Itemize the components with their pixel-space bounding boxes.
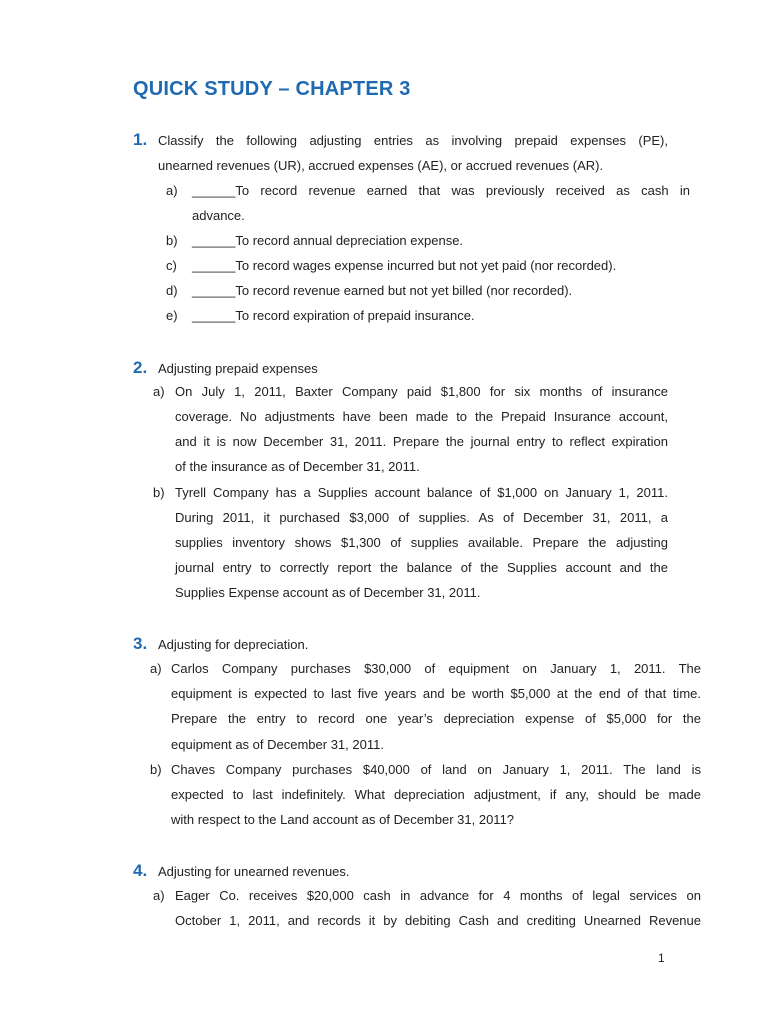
list-marker: c) bbox=[166, 258, 177, 273]
question-4-number: 4. bbox=[133, 861, 148, 880]
list-item-line: supplies inventory shows $1,300 of supplies available. Prepare the adjusting bbox=[175, 535, 668, 550]
question-1-text-line: Classify the following adjusting entries as involving prepaid expenses (PE), bbox=[158, 133, 668, 148]
list-item-line: Carlos Company purchases $30,000 of equipment on January 1, 2011. The bbox=[171, 661, 701, 676]
list-item-line: ______To record expiration of prepaid insurance. bbox=[192, 308, 475, 323]
question-2-number: 2. bbox=[133, 358, 148, 377]
question-2-heading: Adjusting prepaid expenses bbox=[158, 361, 318, 376]
list-item-line: Tyrell Company has a Supplies account balance of $1,000 on January 1, 2011. bbox=[175, 485, 668, 500]
list-marker: a) bbox=[153, 384, 165, 399]
list-item-line: ______To record wages expense incurred but not yet paid (nor recorded). bbox=[192, 258, 617, 273]
page-title: QUICK STUDY – CHAPTER 3 bbox=[133, 78, 411, 100]
list-marker: a) bbox=[166, 183, 178, 198]
question-1-text-line: unearned revenues (UR), accrued expenses (AE), or accrued revenues (AR). bbox=[158, 158, 604, 173]
list-marker: e) bbox=[166, 308, 178, 323]
list-item-line: with respect to the Land account as of December 31, 2011? bbox=[171, 812, 515, 827]
list-item-line: During 2011, it purchased $3,000 of supplies. As of December 31, 2011, a bbox=[175, 510, 668, 525]
list-item-line: ______To record revenue earned that was previously received as cash in bbox=[192, 183, 690, 198]
page-number: 1 bbox=[658, 951, 665, 965]
list-marker: b) bbox=[166, 233, 178, 248]
list-item-line: journal entry to correctly report the balance of the Supplies account and the bbox=[175, 560, 668, 575]
list-item-line: coverage. No adjustments have been made to the Prepaid Insurance account, bbox=[175, 409, 668, 424]
list-item-line: expected to last indefinitely. What depreciation adjustment, if any, should be made bbox=[171, 787, 701, 802]
list-item-line: Chaves Company purchases $40,000 of land on January 1, 2011. The land is bbox=[171, 762, 701, 777]
list-item-line: Supplies Expense account as of December 31, 2011. bbox=[175, 585, 481, 600]
list-marker: a) bbox=[153, 888, 165, 903]
list-item-line: Prepare the entry to record one year’s depreciation expense of $5,000 for the bbox=[171, 711, 701, 726]
list-marker: a) bbox=[150, 661, 162, 676]
list-item-line: Eager Co. receives $20,000 cash in advance for 4 months of legal services on bbox=[175, 888, 701, 903]
list-item-line: of the insurance as of December 31, 2011. bbox=[175, 459, 420, 474]
list-item-line: advance. bbox=[192, 208, 245, 223]
list-item-line: and it is now December 31, 2011. Prepare the journal entry to reflect expiration bbox=[175, 434, 668, 449]
question-3-number: 3. bbox=[133, 634, 148, 653]
list-item-line: On July 1, 2011, Baxter Company paid $1,800 for six months of insurance bbox=[175, 384, 668, 399]
list-marker: d) bbox=[166, 283, 178, 298]
question-4-heading: Adjusting for unearned revenues. bbox=[158, 864, 350, 879]
list-marker: b) bbox=[150, 762, 162, 777]
list-marker: b) bbox=[153, 485, 165, 500]
question-1-number: 1. bbox=[133, 130, 148, 149]
list-item-line: equipment as of December 31, 2011. bbox=[171, 737, 384, 752]
list-item-line: ______To record annual depreciation expense. bbox=[192, 233, 464, 248]
list-item-line: ______To record revenue earned but not yet billed (nor recorded). bbox=[192, 283, 573, 298]
question-3-heading: Adjusting for depreciation. bbox=[158, 637, 309, 652]
list-item-line: equipment is expected to last five years and be worth $5,000 at the end of that time. bbox=[171, 686, 701, 701]
list-item-line: October 1, 2011, and records it by debiting Cash and crediting Unearned Revenue bbox=[175, 913, 701, 928]
